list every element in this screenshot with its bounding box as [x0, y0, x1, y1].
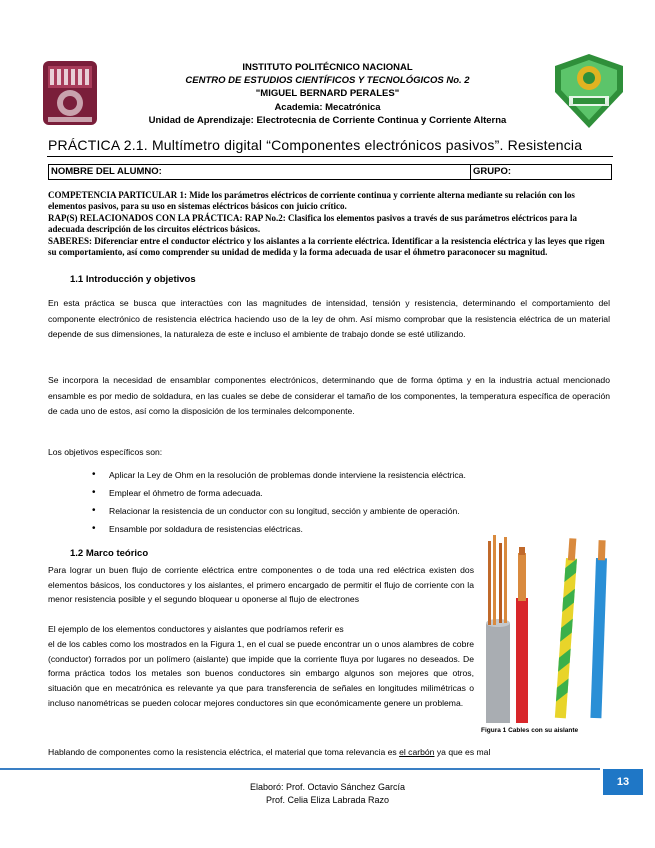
p4-before: Hablando de componentes como la resistencia eléctrica, el material que toma relevancia es: [48, 747, 400, 757]
section-heading-theory: 1.2 Marco teórico: [70, 548, 149, 559]
center-name: CENTRO DE ESTUDIOS CIENTÍFICOS Y TECNOLÓGICOS No. 2: [185, 75, 470, 86]
p4-after: ya que es mal: [434, 747, 491, 757]
saberes-text: Diferenciar entre el conductor eléctrico y los aislantes a la corriente eléctrica. Identificar a la resistencia eléctrica y las leyes que rigen su comportamiento, así como comprender su unidad de medida y la forma adecuada de usar el óhmetro paraconocer su magnitud.: [48, 236, 605, 258]
theory-paragraph-1: Para lograr un buen flujo de corriente eléctrica entre componentes o de toda una red eléctrica existen dos elementos básicos, los conductores y los aislantes, el primero encargado de permitir el flujo de corriente con la menor resistencia posible y el segundo bloquear u oponerse al flujo de electrones: [48, 565, 474, 605]
learning-unit: Unidad de Aprendizaje: Electrotecnia de Corriente Continua y Corriente Alterna: [148, 115, 507, 126]
figure-caption: Figura 1 Cables con su aislante: [481, 727, 579, 734]
school-name: "MIGUEL BERNARD PERALES": [255, 88, 400, 99]
theory-paragraph-3: el de los cables como los mostrados en la Figura 1, en el cual se puede encontrar un o unos alambres de cobre (conductor) forrados por un polímero (aislante) que impide que la corriente fluya por lugares no deseados. De forma práctica todos los metales son buenos conductores sin embargo algunos son mejores que otros, situación que en mecatrónica es relevante ya que para transferencia de señales en longitudes milimétricas o incluso nanométricas se pueden colocar mejores conductores sin que económicamente genere un problema.: [48, 639, 474, 708]
saberes-lead: SABERES:: [48, 236, 93, 246]
title-divider: [47, 156, 613, 157]
rap-paragraph: [48, 213, 610, 235]
list-item: • Aplicar la Ley de Ohm en la resolución de problemas donde interviene la resistencia eléctrica.: [92, 466, 466, 484]
footer-author-2: Prof. Celia Eliza Labrada Razo: [265, 795, 390, 805]
competencia-lead: COMPETENCIA PARTICULAR 1:: [48, 190, 188, 200]
objectives-list: [92, 466, 466, 538]
competencia-paragraph: [48, 190, 610, 212]
list-item: • Relacionar la resistencia de un conductor con su longitud, sección y ambiente de operación.: [92, 502, 466, 520]
competencia-text: Mide los parámetros eléctricos de corriente continua y corriente alterna mediante su relación con los elementos pasivos, para su uso en sistemas eléctricos básicos con juicio crítico.: [48, 190, 575, 212]
theory-paragraph-2: El ejemplo de los elementos conductores y aislantes que podríamos referir es: [48, 624, 344, 634]
group-cell[interactable]: GRUPO:: [473, 166, 511, 177]
saberes-paragraph: [48, 236, 610, 258]
section-heading-intro: 1.1 Introducción y objetivos: [70, 274, 196, 285]
page-number: 13: [603, 769, 643, 795]
rap-text: RAP No.2: Clasifica los elementos pasivos a través de sus parámetros eléctricos para la adecuada descripción de los circuitos eléctricos básicos.: [48, 213, 578, 235]
footer-divider: [0, 768, 600, 770]
footer-author-1: Elaboró: Prof. Octavio Sánchez García: [249, 782, 406, 792]
list-item: • Emplear el óhmetro de forma adecuada.: [92, 484, 466, 502]
theory-paragraph-4: [48, 745, 610, 761]
student-name-cell[interactable]: NOMBRE DEL ALUMNO:: [49, 165, 471, 179]
carbon-link[interactable]: el carbón: [399, 747, 435, 757]
objectives-intro: Los objetivos específicos son:: [48, 447, 163, 457]
institution-name: INSTITUTO POLITÉCNICO NACIONAL: [242, 62, 413, 73]
cables-figure: [478, 533, 613, 723]
intro-paragraph-2: Se incorpora la necesidad de ensamblar componentes electrónicos, determinando que de forma óptima y en la industria actual mencionado ensamble es por medio de soldadura, en las cuales se debe de considerar el tamaño de los componentes, la temperatura específica de operación de cada uno de estos, así como la disposición de los terminales delcomponente.: [48, 375, 610, 417]
intro-paragraph-1: En esta práctica se busca que interactúes con las magnitudes de intensidad, tensión y resistencia, determinando el comportamiento del componente electrónico de resistencia eléctrica haciendo uso de la ley de ohm. Así mismo comprobar que la resistencia eléctrica de un material depende de sus dimensiones, la naturaleza de este e incluso el ambiente de trabajo donde se esté utilizando.: [48, 298, 610, 340]
list-item: • Ensamble por soldadura de resistencias eléctricas.: [92, 520, 466, 538]
page-title: PRÁCTICA 2.1. Multímetro digital “Componentes electrónicos pasivos”. Resistencia: [48, 137, 583, 153]
rap-lead: RAP(S) RELACIONADOS CON LA PRÁCTICA:: [48, 213, 243, 223]
student-info-table: [48, 164, 612, 180]
academy-name: Academia: Mecatrónica: [274, 102, 381, 113]
